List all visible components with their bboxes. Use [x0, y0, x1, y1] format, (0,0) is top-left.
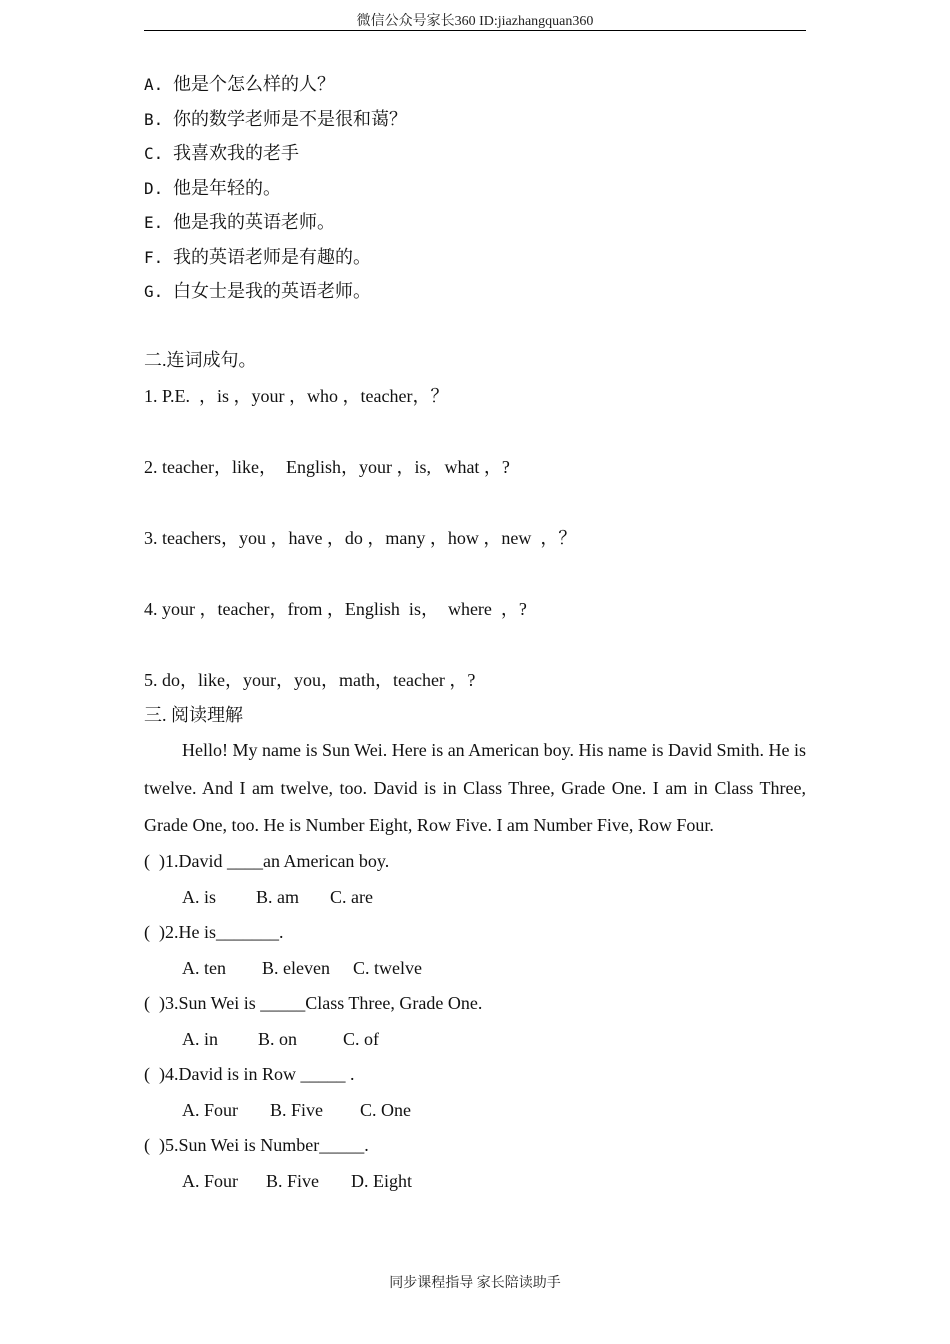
question-2: ( )2.He is_______. [144, 922, 284, 942]
section2-title: 二.连词成句。 [144, 350, 257, 370]
option-text: 他是个怎么样的人？ [173, 74, 335, 94]
option-letter: F. [144, 248, 164, 267]
choice: B. on [258, 1029, 298, 1049]
option-e [144, 211, 335, 234]
choice: C. are [330, 887, 373, 907]
option-g [144, 280, 371, 303]
option-letter: E. [144, 213, 164, 232]
choice: C. One [360, 1100, 411, 1120]
question-4-choices [182, 1099, 411, 1121]
option-text: 他是我的英语老师。 [173, 212, 335, 232]
option-letter: B. [144, 110, 164, 129]
choice: A. ten [182, 958, 226, 978]
option-text: 我的英语老师是有趣的。 [173, 247, 371, 267]
choice: B. eleven [262, 958, 330, 978]
sentence-item-5: 5. do，like，your，you，math，teacher ，? [144, 670, 476, 690]
header-divider [144, 30, 806, 31]
sentence-item-2: 2. teacher，like， English，your ，is, what ，? [144, 457, 510, 477]
option-d [144, 177, 281, 200]
choice: B. Five [266, 1171, 320, 1191]
question-3: ( )3.Sun Wei is _____Class Three, Grade One. [144, 993, 483, 1013]
page-header: 微信公众号家长360 ID:jiazhangquan360 [356, 14, 594, 29]
question-1-choices [182, 886, 373, 908]
question-4: ( )4.David is in Row _____ . [144, 1064, 355, 1084]
option-letter: A. [144, 75, 164, 94]
choice: B. Five [270, 1100, 324, 1120]
choice: C. of [343, 1029, 379, 1049]
option-f [144, 246, 371, 269]
page-footer: 同步课程指导 家长陪读助手 [389, 1276, 561, 1291]
option-letter: C. [144, 144, 164, 163]
sentence-item-3: 3. teachers，you ，have ，do ，many ，how ，new ，？ [144, 528, 577, 548]
option-a [144, 73, 335, 96]
option-text: 你的数学老师是不是很和蔼？ [173, 109, 407, 129]
option-c [144, 142, 299, 165]
question-5-choices [182, 1170, 412, 1192]
choice: B. am [256, 887, 299, 907]
sentence-item-1: 1. P.E. ，is ，your ，who ，teacher，？ [144, 386, 449, 406]
question-1: ( )1.David ____an American boy. [144, 851, 390, 871]
reading-passage: Hello! My name is Sun Wei. Here is an American boy. His name is David Smith. He is twelve. And I am twelve, too. David is in Class Three, Grade One. I am in Class Three, Grade One, too. He is Number Eight, Row Five. I am Number Five, Row Four. [144, 740, 806, 835]
question-2-choices [182, 957, 422, 979]
question-5: ( )5.Sun Wei is Number_____. [144, 1135, 369, 1155]
option-letter: D. [144, 179, 164, 198]
choice: D. Eight [351, 1171, 412, 1191]
option-text: 他是年轻的。 [173, 178, 281, 198]
question-3-choices [182, 1028, 379, 1050]
choice: A. in [182, 1029, 218, 1049]
option-text: 我喜欢我的老手 [173, 143, 299, 163]
choice: A. Four [182, 1100, 239, 1120]
option-text: 白女士是我的英语老师。 [173, 281, 371, 301]
sentence-item-4: 4. your ，teacher，from ，English is， where ，? [144, 599, 527, 619]
choice: A. is [182, 887, 217, 907]
option-b [144, 108, 407, 131]
option-letter: G. [144, 282, 164, 301]
choice: A. Four [182, 1171, 239, 1191]
choice: C. twelve [353, 958, 422, 978]
section3-title: 三. 阅读理解 [144, 705, 243, 725]
